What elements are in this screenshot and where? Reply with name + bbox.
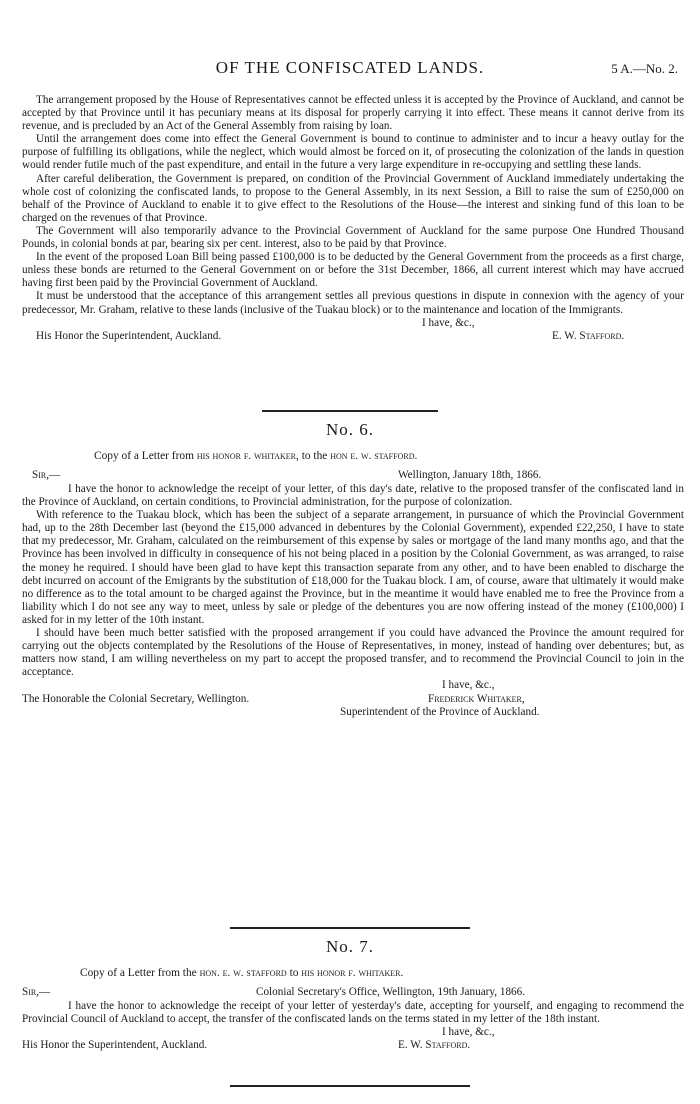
letter7-from: hon. e. w. stafford xyxy=(199,967,287,979)
letter6-place-date: Wellington, January 18th, 1866. xyxy=(398,469,542,481)
letter7-to: his honor f. whitaker. xyxy=(301,967,404,979)
intro-paragraph: The arrangement proposed by the House of Representatives cannot be effected unless it is accepted by the Province of Auckland, and cannot be accepted by that Province until it has pecuniary means at its disposal for properly carrying it into effect. These means it cannot derive from its revenue, and is precluded by an Act of the General Assembly from raising by loan. xyxy=(22,94,684,133)
letter7-copy-prefix: Copy of a Letter from the xyxy=(80,967,197,979)
letter6-signature-title: Superintendent of the Province of Auckland. xyxy=(340,705,540,718)
letter6-to: hon e. w. stafford. xyxy=(330,450,418,462)
intro-paragraph: It must be understood that the acceptance of this arrangement settles all previous questions in dispute in connexion with the agency of your predecessor, Mr. Graham, relative to these lands (inclusive of the Tuakau block) or to the maintenance and location of the Immigrants. xyxy=(22,290,684,316)
intro-signature: E. W. Stafford. xyxy=(552,329,625,342)
intro-closing: I have, &c., xyxy=(422,316,475,329)
letter6-signature-title-row xyxy=(22,706,684,719)
letter6-body xyxy=(22,483,684,719)
intro-paragraph: After careful deliberation, the Government is prepared, on condition of the Provincial Government of Auckland immediately undertaking the whole cost of colonizing the confiscated lands, to propose to the General Assembly, in its next Session, a Bill to raise the sum of £250,000 on behalf of the Province of Auckland to enable it to give effect to the Resolutions of the House—the interest and sinking fund of this loan to be charged on the revenues of that Province. xyxy=(22,172,684,224)
letter6-addressee: The Honorable the Colonial Secretary, Wellington. xyxy=(22,692,250,705)
page-header xyxy=(0,58,700,82)
letter6-heading: No. 6. xyxy=(325,420,375,439)
letter7-signature-row xyxy=(22,1039,684,1052)
letter7-salutation: Sir,— xyxy=(22,986,51,998)
letter7-paragraph: I have the honor to acknowledge the receipt of your letter of yesterday's date, accepting for yourself, and engaging to recommend the Provincial Council of Auckland to accept, the transfer of the confiscated lands on the terms stated in my letter of the 18th instant. xyxy=(22,1000,684,1026)
letter7-copy-line xyxy=(80,967,403,979)
letter6-paragraph: With reference to the Tuakau block, which has been the subject of a separate arrangement, in pursuance of which the Provincial Government had, up to the 28th December last (beyond the £15,000 advanced in debentures by the Colonial Government), expended £22,250, I have to state that my predecessor, Mr. Graham, calculated on the reimbursement of this expense by sales or mortgage of the land many months ago, and that the Province has been involved in difficulty in consequence of his not being placed in a position by the Colonial Government, as was arranged, to raise the money he required. I should have been glad to have kept this transaction separate from any other, and to have been enabled to discharge the debt incurred on account of the Emigrants by the substitution of £18,000 for the Tuakau block. I am, of course, aware that ultimately it would make no difference as to the total amount to be charged against the Province, but in the meantime it would have enabled me to free the Province from a liability which I do not see any way to meet, unless by sale or pledge of the debentures you are now offering instead of the money (£100,000) I asked for in my letter of the 10th instant. xyxy=(22,509,684,626)
letter7-closing-row xyxy=(22,1026,684,1039)
letter6-copy-line xyxy=(94,450,417,462)
letter7-body xyxy=(22,1000,684,1052)
section-divider xyxy=(230,1085,470,1087)
section-divider xyxy=(230,927,470,929)
intro-paragraph: The Government will also temporarily advance to the Provincial Government of Auckland for the same purpose One Hundred Thousand Pounds, in colonial bonds at par, bearing six per cent. interest, also to be paid by that Province. xyxy=(22,224,684,251)
letter7-signature: E. W. Stafford. xyxy=(398,1039,471,1052)
letter6-closing: I have, &c., xyxy=(442,679,495,692)
intro-paragraph: In the event of the proposed Loan Bill being passed £100,000 is to be deducted by the General Government from the proceeds as a first charge, unless these bonds are returned to the General Government on or before the 31st December, 1866, all current interest which may have accrued having first been paid by the Provincial Government of Auckland. xyxy=(22,251,684,290)
letter7-sir-row xyxy=(22,986,684,1000)
letter6-from: his honor f. whitaker, xyxy=(196,450,299,462)
letter7-heading: No. 7. xyxy=(325,937,375,956)
intro-signature-row xyxy=(22,330,684,343)
intro-addressee: His Honor the Superintendent, Auckland. xyxy=(36,329,222,342)
letter7-place-date: Colonial Secretary's Office, Wellington, 19th January, 1866. xyxy=(256,986,526,998)
letter6-signature: Frederick Whitaker, xyxy=(428,692,525,705)
letter7-addressee: His Honor the Superintendent, Auckland. xyxy=(22,1039,208,1052)
intro-closing-row xyxy=(22,317,684,330)
letter6-signature-row xyxy=(22,693,684,706)
letter6-salutation: Sir,— xyxy=(32,469,61,481)
intro-paragraph: Until the arrangement does come into effect the General Government is bound to continue to administer and to incur a heavy outlay for the purpose of fulfilling its obligations, while the neglect, which would almost be forced on it, of prosecuting the colonization of the lands in question would render futile much of the past expenditure, and entail in the future a very large expenditure in re-occupying and settling these lands. xyxy=(22,133,684,172)
letter7-to-word: to xyxy=(289,967,299,979)
letter6-to-word: to the xyxy=(301,450,328,462)
letter6-paragraph: I should have been much better satisfied with the proposed arrangement if you could have advanced the Province the amount required for carrying out the objects contemplated by the Resolutions of the House of Representatives, in money, instead of handing over debentures; but, as matters now stand, I am willing nevertheless on my part to accept the proposed transfer, and to recommend the Provincial Council to join in the acceptance. xyxy=(22,627,684,679)
page-title: OF THE CONFISCATED LANDS. xyxy=(215,58,485,77)
page-reference: 5 A.—No. 2. xyxy=(611,61,678,76)
intro-letter-body xyxy=(22,94,684,343)
letter6-sir-row xyxy=(22,469,684,483)
section-divider xyxy=(262,410,438,412)
letter6-copy-prefix: Copy of a Letter from xyxy=(94,450,194,462)
letter6-paragraph: I have the honor to acknowledge the receipt of your letter, of this day's date, relative to the proposed transfer of the confiscated land in the Province of Auckland, on certain conditions, to Provincial administration, for the purpose of colonization. xyxy=(22,483,684,509)
letter7-closing: I have, &c., xyxy=(442,1026,495,1039)
letter6-closing-row xyxy=(22,679,684,692)
